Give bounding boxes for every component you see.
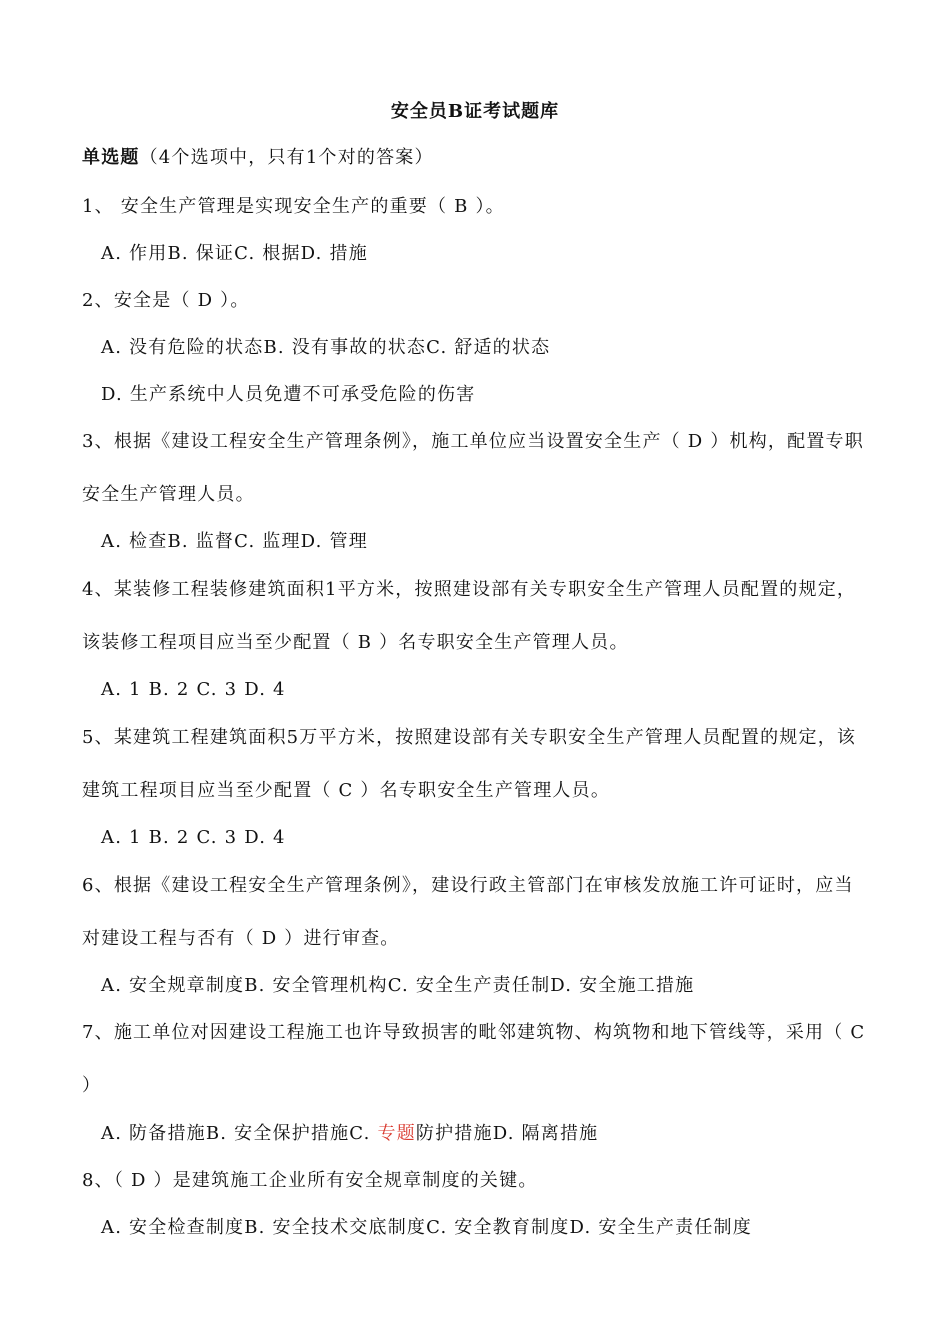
question-5: 5、某建筑工程建筑面积5万平方米，按照建设部有关专职安全生产管理人员配置的规定，该 [82, 727, 857, 748]
question-7-options-highlight: 专题 [377, 1123, 416, 1144]
question-4-cont: 该装修工程项目应当至少配置（ B ）名专职安全生产管理人员。 [82, 632, 629, 653]
question-3-options: A. 检查B. 监督C. 监理D. 管理 [101, 531, 368, 552]
question-4-options: A. 1 B. 2 C. 3 D. 4 [101, 679, 286, 700]
question-3-cont: 安全生产管理人员。 [82, 484, 255, 505]
question-7-options-post: 防护措施D. 隔离措施 [415, 1123, 599, 1144]
question-8-options: A. 安全检查制度B. 安全技术交底制度C. 安全教育制度D. 安全生产责任制度 [101, 1217, 752, 1238]
question-7-options-pre: A. 防备措施B. 安全保护措施C. [101, 1123, 378, 1144]
question-5-options: A. 1 B. 2 C. 3 D. 4 [101, 827, 286, 848]
question-2-options: A. 没有危险的状态B. 没有事故的状态C. 舒适的状态 [101, 337, 551, 358]
question-1: 1、 安全生产管理是实现安全生产的重要（ B ）。 [82, 196, 505, 217]
question-4: 4、某装修工程装修建筑面积1平方米，按照建设部有关专职安全生产管理人员配置的规定， [82, 579, 857, 600]
section-heading [82, 146, 434, 170]
question-2-options-cont: D. 生产系统中人员免遭不可承受危险的伤害 [101, 384, 476, 405]
section-heading-note: （4个选项中，只有1个对的答案） [139, 147, 434, 168]
question-7: 7、施工单位对因建设工程施工也许导致损害的毗邻建筑物、构筑物和地下管线等，采用（ C [82, 1022, 866, 1043]
question-8: 8、（ D ）是建筑施工企业所有安全规章制度的关键。 [82, 1170, 538, 1191]
question-2: 2、安全是（ D ）。 [82, 290, 250, 311]
question-7-cont: ） [82, 1075, 102, 1096]
question-6-cont: 对建设工程与否有（ D ）进行审查。 [82, 928, 400, 949]
question-1-options: A. 作用B. 保证C. 根据D. 措施 [101, 243, 368, 264]
question-6: 6、根据《建设工程安全生产管理条例》，建设行政主管部门在审核发放施工许可证时，应当 [82, 875, 854, 896]
section-heading-label: 单选题 [82, 147, 140, 168]
question-3: 3、根据《建设工程安全生产管理条例》，施工单位应当设置安全生产（ D ）机构，配置专职 [82, 431, 864, 452]
question-7-options [101, 1122, 598, 1146]
question-5-cont: 建筑工程项目应当至少配置（ C ）名专职安全生产管理人员。 [82, 780, 611, 801]
question-6-options: A. 安全规章制度B. 安全管理机构C. 安全生产责任制D. 安全施工措施 [101, 975, 695, 996]
document-title: 安全员B证考试题库 [390, 101, 560, 122]
